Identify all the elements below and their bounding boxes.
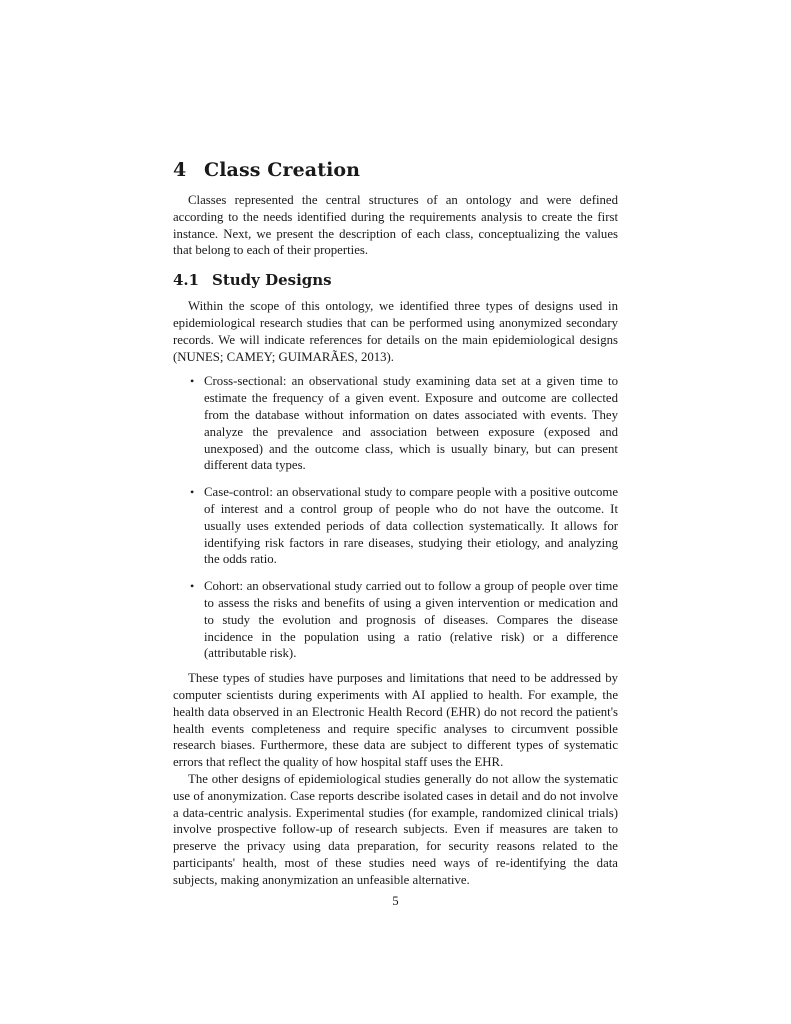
page-number: 5 [392, 894, 399, 908]
section-title: Class Creation [204, 159, 361, 181]
paper-page-content [173, 158, 618, 888]
subsection-intro-paragraph: Within the scope of this ontology, we identified three types of designs used in epidemiological research studies that can be performed using anonymized secondary records. We will indicate references for details on the main epidemiological designs (NUNES; CAMEY; GUIMARÃES, 2013). [173, 299, 618, 364]
subsection-title: Study Designs [212, 271, 332, 290]
bullet-icon: • [190, 579, 195, 594]
section-number: 4 [173, 159, 187, 181]
list-item-text: Case-control: an observational study to compare people with a positive outcome of interest and a control group of people who do not have the outcome. It usually uses extended periods of data collection systematically. It allows for identifying risk factors in rare diseases, studying their etiology, and analyzing the odds ratio. [204, 485, 618, 567]
study-design-list [173, 373, 618, 662]
section-heading [173, 158, 618, 182]
other-designs-paragraph: The other designs of epidemiological studies generally do not allow the systematic use of anonymization. Case reports describe isolated cases in detail and do not involve a data-centric analysis. Experimental studies (for example, randomized clinical trials) involve prospective follow-up of research subjects. Even if measures are taken to preserve the privacy using data preparation, for security reasons related to the participants' health, most of these studies need ways of re-identifying the data subjects, making anonymization an unfeasible alternative. [173, 771, 618, 887]
subsection-number: 4.1 [173, 271, 200, 290]
limitations-paragraph: These types of studies have purposes and limitations that need to be addressed by computer scientists during experiments with AI applied to health. For example, the health data observed in an Electronic Health Record (EHR) do not record the patient's health events completeness and require specific analyses to circumvent possible research biases. Furthermore, these data are subject to different types of systematic errors that reflect the quality of how hospital staff uses the EHR. [173, 671, 618, 770]
bullet-icon: • [190, 374, 195, 389]
list-item-text: Cross-sectional: an observational study examining data set at a given time to estimate the frequency of a given event. Exposure and outcome are collected from the database without information on dates associated with events. They analyze the prevalence and association between exposure (exposed and unexposed) and the outcome class, which is usually binary, but can present different data types. [204, 374, 618, 473]
list-item [173, 484, 618, 568]
list-item-text: Cohort: an observational study carried out to follow a group of people over time to assess the risks and benefits of using a given intervention or medication and to study the evolution and prognosis of diseases. Compares the disease incidence in the population using a ratio (relative risk) or a difference (attributable risk). [204, 579, 618, 661]
list-item [173, 373, 618, 474]
list-item [173, 578, 618, 662]
bullet-icon: • [190, 485, 195, 500]
section-intro-paragraph: Classes represented the central structures of an ontology and were defined according to the needs identified during the requirements analysis to create the first instance. Next, we present the description of each class, conceptualizing the values that belong to each of their properties. [173, 193, 618, 258]
subsection-heading [173, 271, 618, 290]
